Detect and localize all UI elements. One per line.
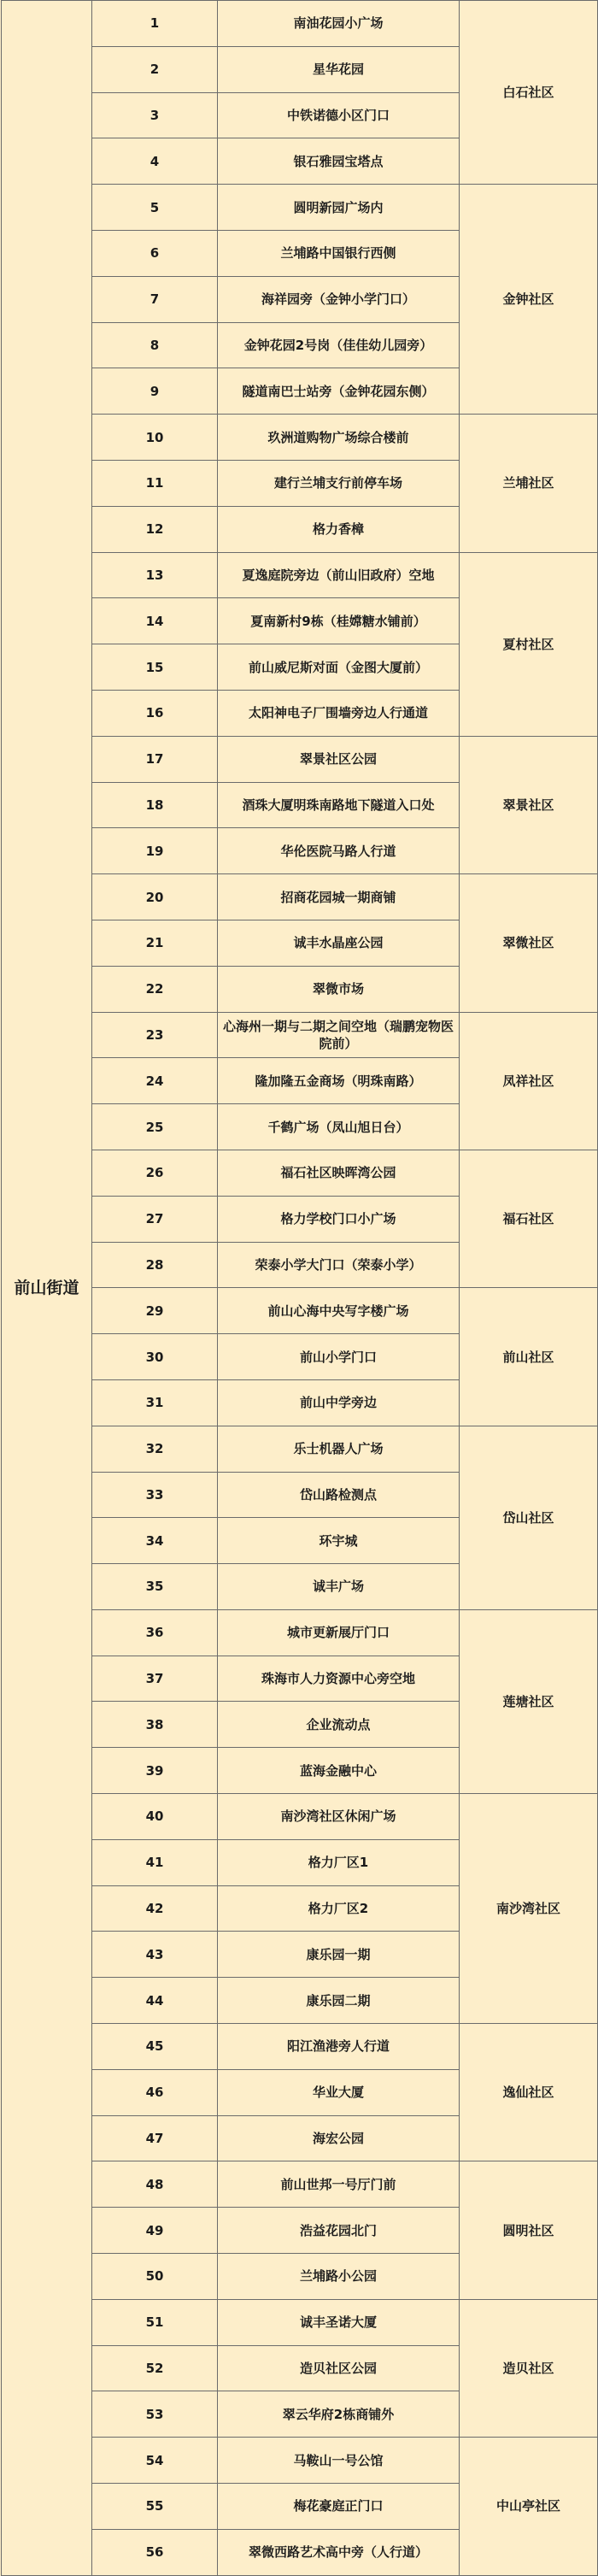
site-location-cell: 隧道南巴士站旁（金钟花园东侧） — [218, 368, 460, 415]
site-number-cell: 43 — [92, 1932, 218, 1978]
site-location-cell: 环宇城 — [218, 1518, 460, 1564]
site-location-cell: 兰埔路小公园 — [218, 2254, 460, 2300]
site-location-cell: 海祥园旁（金钟小学门口） — [218, 276, 460, 322]
community-name-cell: 南沙湾社区 — [460, 1794, 598, 2024]
site-number-cell: 2 — [92, 46, 218, 92]
site-number-cell: 38 — [92, 1702, 218, 1748]
site-number-cell: 41 — [92, 1839, 218, 1885]
site-number-cell: 44 — [92, 1978, 218, 2024]
community-name-cell: 前山社区 — [460, 1288, 598, 1426]
site-location-cell: 海宏公园 — [218, 2115, 460, 2161]
table-body — [2, 1, 598, 2576]
site-location-cell: 企业流动点 — [218, 1702, 460, 1748]
site-number-cell: 22 — [92, 966, 218, 1012]
site-number-cell: 9 — [92, 368, 218, 415]
site-location-cell: 南油花园小广场 — [218, 1, 460, 47]
site-location-cell: 康乐园一期 — [218, 1932, 460, 1978]
site-location-cell: 夏南新村9栋（桂嫦糖水铺前） — [218, 598, 460, 644]
site-number-cell: 23 — [92, 1012, 218, 1058]
site-location-cell: 珠海市人力资源中心旁空地 — [218, 1656, 460, 1702]
site-number-cell: 39 — [92, 1748, 218, 1794]
site-location-cell: 格力厂区2 — [218, 1885, 460, 1932]
site-number-cell: 51 — [92, 2299, 218, 2345]
site-number-cell: 18 — [92, 782, 218, 828]
site-location-cell: 翠微市场 — [218, 966, 460, 1012]
site-number-cell: 32 — [92, 1426, 218, 1472]
site-number-cell: 29 — [92, 1288, 218, 1334]
site-number-cell: 42 — [92, 1885, 218, 1932]
site-location-cell: 金钟花园2号岗（佳佳幼儿园旁） — [218, 322, 460, 368]
community-name-cell: 岱山社区 — [460, 1426, 598, 1609]
site-number-cell: 6 — [92, 230, 218, 276]
site-location-cell: 前山心海中央写字楼广场 — [218, 1288, 460, 1334]
site-number-cell: 17 — [92, 736, 218, 782]
site-location-cell: 岱山路检测点 — [218, 1472, 460, 1518]
community-name-cell: 金钟社区 — [460, 185, 598, 415]
community-name-cell: 翠微社区 — [460, 874, 598, 1012]
site-number-cell: 1 — [92, 1, 218, 47]
community-name-cell: 凤祥社区 — [460, 1012, 598, 1150]
site-number-cell: 11 — [92, 460, 218, 506]
site-location-cell: 诚丰广场 — [218, 1564, 460, 1610]
site-number-cell: 21 — [92, 920, 218, 966]
site-location-cell: 造贝社区公园 — [218, 2345, 460, 2391]
community-name-cell: 莲塘社区 — [460, 1609, 598, 1793]
site-number-cell: 4 — [92, 138, 218, 185]
site-location-cell: 诚丰圣诺大厦 — [218, 2299, 460, 2345]
site-number-cell: 50 — [92, 2254, 218, 2300]
site-number-cell: 28 — [92, 1242, 218, 1288]
site-location-cell: 兰埔路中国银行西侧 — [218, 230, 460, 276]
site-location-cell: 前山小学门口 — [218, 1334, 460, 1380]
site-location-cell: 玖洲道购物广场综合楼前 — [218, 415, 460, 461]
site-location-cell: 翠景社区公园 — [218, 736, 460, 782]
community-name-cell: 逸仙社区 — [460, 2024, 598, 2161]
community-name-cell: 福石社区 — [460, 1150, 598, 1287]
site-number-cell: 24 — [92, 1058, 218, 1104]
site-number-cell: 55 — [92, 2484, 218, 2530]
site-location-cell: 圆明新园广场内 — [218, 185, 460, 231]
site-number-cell: 46 — [92, 2069, 218, 2115]
site-number-cell: 56 — [92, 2529, 218, 2575]
site-location-cell: 建行兰埔支行前停车场 — [218, 460, 460, 506]
site-number-cell: 14 — [92, 598, 218, 644]
site-number-cell: 5 — [92, 185, 218, 231]
site-number-cell: 3 — [92, 92, 218, 138]
site-location-cell: 格力香樟 — [218, 506, 460, 552]
site-location-cell: 蓝海金融中心 — [218, 1748, 460, 1794]
site-number-cell: 54 — [92, 2438, 218, 2484]
site-location-cell: 夏逸庭院旁边（前山旧政府）空地 — [218, 552, 460, 598]
site-number-cell: 45 — [92, 2024, 218, 2070]
site-location-cell: 格力学校门口小广场 — [218, 1196, 460, 1242]
site-number-cell: 15 — [92, 644, 218, 691]
community-name-cell: 翠景社区 — [460, 736, 598, 873]
site-number-cell: 35 — [92, 1564, 218, 1610]
site-number-cell: 8 — [92, 322, 218, 368]
site-location-cell: 翠云华府2栋商铺外 — [218, 2391, 460, 2438]
site-number-cell: 48 — [92, 2161, 218, 2208]
table-row — [2, 1, 598, 47]
testing-site-table — [1, 0, 598, 2576]
site-location-cell: 银石雅园宝塔点 — [218, 138, 460, 185]
site-location-cell: 华业大厦 — [218, 2069, 460, 2115]
site-location-cell: 浩益花园北门 — [218, 2208, 460, 2254]
site-number-cell: 26 — [92, 1150, 218, 1196]
site-location-cell: 福石社区映晖湾公园 — [218, 1150, 460, 1196]
site-number-cell: 36 — [92, 1609, 218, 1656]
site-location-cell: 星华花园 — [218, 46, 460, 92]
community-name-cell: 夏村社区 — [460, 552, 598, 736]
site-number-cell: 49 — [92, 2208, 218, 2254]
site-number-cell: 30 — [92, 1334, 218, 1380]
site-location-cell: 诚丰水晶座公园 — [218, 920, 460, 966]
site-location-cell: 太阳神电子厂围墙旁边人行通道 — [218, 690, 460, 736]
site-number-cell: 33 — [92, 1472, 218, 1518]
site-number-cell: 20 — [92, 874, 218, 920]
community-name-cell: 造贝社区 — [460, 2299, 598, 2437]
site-number-cell: 47 — [92, 2115, 218, 2161]
site-number-cell: 53 — [92, 2391, 218, 2438]
site-location-cell: 前山中学旁边 — [218, 1379, 460, 1426]
site-location-cell: 前山世邦一号厅门前 — [218, 2161, 460, 2208]
site-number-cell: 25 — [92, 1104, 218, 1150]
site-location-cell: 千鹤广场（凤山旭日台） — [218, 1104, 460, 1150]
site-location-cell: 中铁诺德小区门口 — [218, 92, 460, 138]
site-location-cell: 马鞍山一号公馆 — [218, 2438, 460, 2484]
site-location-cell: 隆加隆五金商场（明珠南路） — [218, 1058, 460, 1104]
site-number-cell: 52 — [92, 2345, 218, 2391]
site-location-cell: 梅花豪庭正门口 — [218, 2484, 460, 2530]
community-name-cell: 白石社区 — [460, 1, 598, 185]
site-location-cell: 招商花园城一期商铺 — [218, 874, 460, 920]
site-location-cell: 酒珠大厦明珠南路地下隧道入口处 — [218, 782, 460, 828]
site-number-cell: 19 — [92, 828, 218, 874]
site-number-cell: 7 — [92, 276, 218, 322]
site-location-cell: 翠微西路艺术高中旁（人行道） — [218, 2529, 460, 2575]
site-number-cell: 40 — [92, 1794, 218, 1840]
community-name-cell: 兰埔社区 — [460, 415, 598, 552]
site-location-cell: 华伦医院马路人行道 — [218, 828, 460, 874]
site-number-cell: 13 — [92, 552, 218, 598]
site-number-cell: 16 — [92, 690, 218, 736]
site-location-cell: 荣泰小学大门口（荣泰小学） — [218, 1242, 460, 1288]
site-number-cell: 12 — [92, 506, 218, 552]
site-location-cell: 前山威尼斯对面（金图大厦前） — [218, 644, 460, 691]
site-location-cell: 城市更新展厅门口 — [218, 1609, 460, 1656]
site-number-cell: 27 — [92, 1196, 218, 1242]
site-number-cell: 10 — [92, 415, 218, 461]
site-location-cell: 康乐园二期 — [218, 1978, 460, 2024]
site-location-cell: 乐士机器人广场 — [218, 1426, 460, 1472]
community-name-cell: 圆明社区 — [460, 2161, 598, 2299]
street-name-cell: 前山街道 — [2, 1, 92, 2576]
site-number-cell: 37 — [92, 1656, 218, 1702]
site-location-cell: 格力厂区1 — [218, 1839, 460, 1885]
site-number-cell: 34 — [92, 1518, 218, 1564]
site-number-cell: 31 — [92, 1379, 218, 1426]
community-name-cell: 中山亭社区 — [460, 2438, 598, 2575]
site-location-cell: 南沙湾社区休闲广场 — [218, 1794, 460, 1840]
site-location-cell: 心海州一期与二期之间空地（瑞鹏宠物医院前） — [218, 1012, 460, 1058]
site-location-cell: 阳江渔港旁人行道 — [218, 2024, 460, 2070]
